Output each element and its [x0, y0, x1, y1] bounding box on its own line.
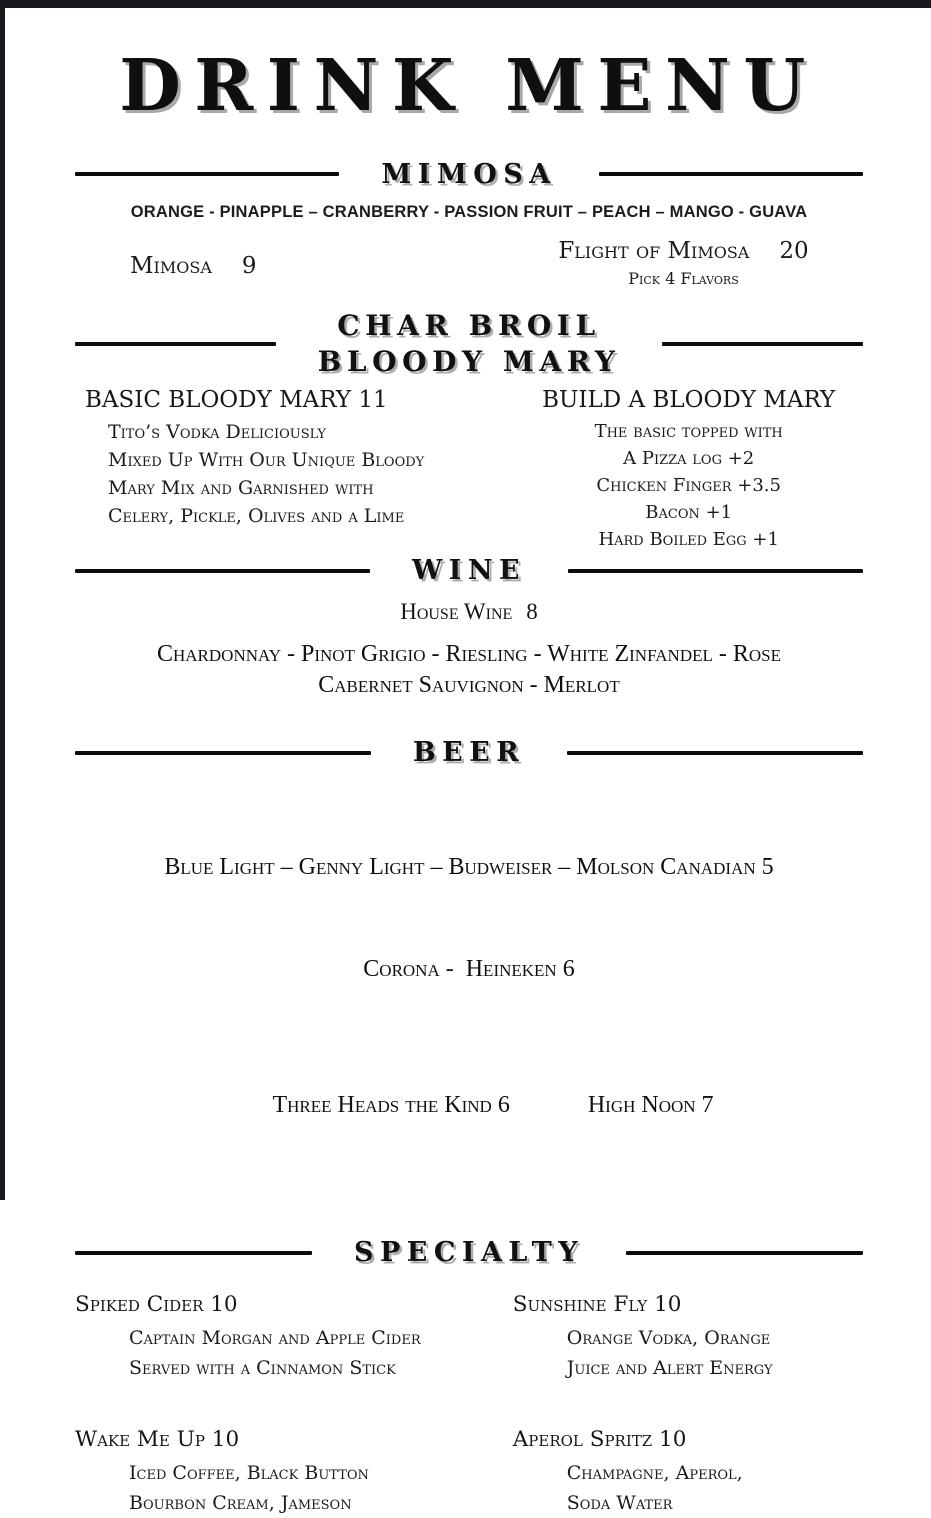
- section-heading-specialty: [75, 1237, 863, 1268]
- divider-line: [75, 751, 371, 755]
- beer-list: [75, 782, 863, 1224]
- beer-item: Three Heads the Kind 6: [272, 1092, 510, 1119]
- page-title: DRINK MENU: [119, 43, 819, 127]
- item-description-line: Mixed Up With Our Unique Bloody: [108, 449, 425, 472]
- item-price: 20: [779, 237, 809, 264]
- menu-item-wake-me-up: [75, 1427, 513, 1518]
- section-heading-wine: [75, 555, 863, 586]
- divider-line: [75, 172, 339, 176]
- divider-line: [662, 342, 863, 346]
- item-name: Mimosa: [130, 252, 212, 279]
- item-description-line: Orange Vodka, Orange: [566, 1327, 771, 1350]
- section-title-bloody-mary: [318, 308, 621, 381]
- item-description-line: Soda Water: [566, 1492, 673, 1515]
- item-description-line: Iced Coffee, Black Button: [129, 1462, 369, 1485]
- section-title-specialty: SPECIALTY: [354, 1237, 584, 1269]
- beer-line: [75, 1054, 863, 1156]
- divider-line: [75, 342, 276, 346]
- menu-content: [5, 43, 931, 1518]
- specialty-items-grid: [75, 1292, 863, 1518]
- beer-line: Corona - Heineken 6: [363, 956, 575, 983]
- item-description-line: A Pizza log +2: [623, 448, 755, 470]
- menu-item-build-a-bloody-mary: [459, 387, 863, 553]
- wine-varieties: [75, 639, 863, 701]
- item-title: Sunshine Fly 10: [512, 1292, 682, 1318]
- menu-item-mimosa: [75, 253, 469, 288]
- divider-line: [567, 751, 863, 755]
- item-description-line: Tito’s Vodka Deliciously: [108, 421, 327, 444]
- item-description-line: Captain Morgan and Apple Cider: [129, 1327, 421, 1350]
- item-name: Flight of Mimosa: [558, 237, 750, 264]
- section-title-wine: WINE: [411, 555, 527, 587]
- divider-line: [626, 1251, 863, 1255]
- menu-page: [5, 8, 931, 1515]
- section-title-mimosa: MIMOSA: [381, 158, 557, 190]
- menu-item-flight-of-mimosa: [469, 238, 863, 288]
- item-description: [514, 418, 863, 553]
- item-title: Spiked Cider 10: [75, 1292, 238, 1318]
- wine-variety-line: Chardonnay - Pinot Grigio - Riesling - White Zinfandel - Rose: [156, 641, 781, 668]
- menu-item-sunshine-fly: [513, 1292, 863, 1383]
- viewer-top-edge: [0, 0, 931, 8]
- item-description-line: Juice and Alert Energy: [566, 1357, 773, 1380]
- section-title-line2: BLOODY MARY: [317, 344, 621, 378]
- item-description-line: Bourbon Cream, Jameson: [129, 1492, 352, 1515]
- section-heading-mimosa: [75, 159, 863, 190]
- item-description-line: Bacon +1: [645, 502, 733, 524]
- menu-item-aperol-spritz: [513, 1427, 863, 1518]
- bloody-mary-columns: [75, 387, 863, 553]
- section-heading-bloody-mary: [75, 308, 863, 381]
- menu-item-spiked-cider: [75, 1292, 513, 1383]
- item-description-line: Champagne, Aperol,: [566, 1462, 743, 1485]
- mimosa-flavor-list: ORANGE - PINAPPLE – CRANBERRY - PASSION FRUIT – PEACH – MANGO - GUAVA: [130, 202, 808, 221]
- item-description: [75, 1323, 513, 1383]
- item-description: [75, 1458, 513, 1518]
- divider-line: [599, 172, 863, 176]
- beer-line: Blue Light – Genny Light – Budweiser – Molson Canadian 5: [164, 854, 774, 881]
- menu-item-house-wine: [75, 599, 863, 625]
- menu-item-basic-bloody-mary: [75, 387, 459, 553]
- item-title: Wake Me Up 10: [75, 1427, 240, 1453]
- item-note: Pick 4 Flavors: [628, 268, 739, 288]
- section-title-beer: BEER: [412, 737, 526, 769]
- item-description-line: Celery, Pickle, Olives and a Lime: [108, 505, 405, 528]
- section-title-line1: CHAR BROIL: [337, 308, 601, 342]
- item-description-line: Served with a Cinnamon Stick: [129, 1357, 396, 1380]
- divider-line: [75, 569, 370, 573]
- item-price: 9: [241, 252, 257, 279]
- item-name: House Wine: [400, 599, 513, 625]
- item-description-line: The basic topped with: [594, 421, 783, 443]
- item-title: BASIC BLOODY MARY 11: [85, 387, 388, 414]
- item-title: BUILD A BLOODY MARY: [542, 387, 836, 414]
- item-description: [513, 1323, 863, 1383]
- item-description-line: Mary Mix and Garnished with: [108, 477, 374, 500]
- item-description-line: Chicken Finger +3.5: [596, 475, 781, 497]
- item-description: [513, 1458, 863, 1518]
- item-price: 8: [526, 599, 538, 625]
- divider-line: [568, 569, 863, 573]
- section-heading-beer: [75, 737, 863, 768]
- item-description: [85, 418, 459, 530]
- mimosa-items-row: [75, 238, 863, 288]
- beer-item: High Noon 7: [587, 1092, 714, 1119]
- item-description-line: Hard Boiled Egg +1: [598, 529, 779, 551]
- wine-variety-line: Cabernet Sauvignon - Merlot: [318, 672, 620, 699]
- item-title: Aperol Spritz 10: [512, 1427, 687, 1453]
- divider-line: [75, 1251, 312, 1255]
